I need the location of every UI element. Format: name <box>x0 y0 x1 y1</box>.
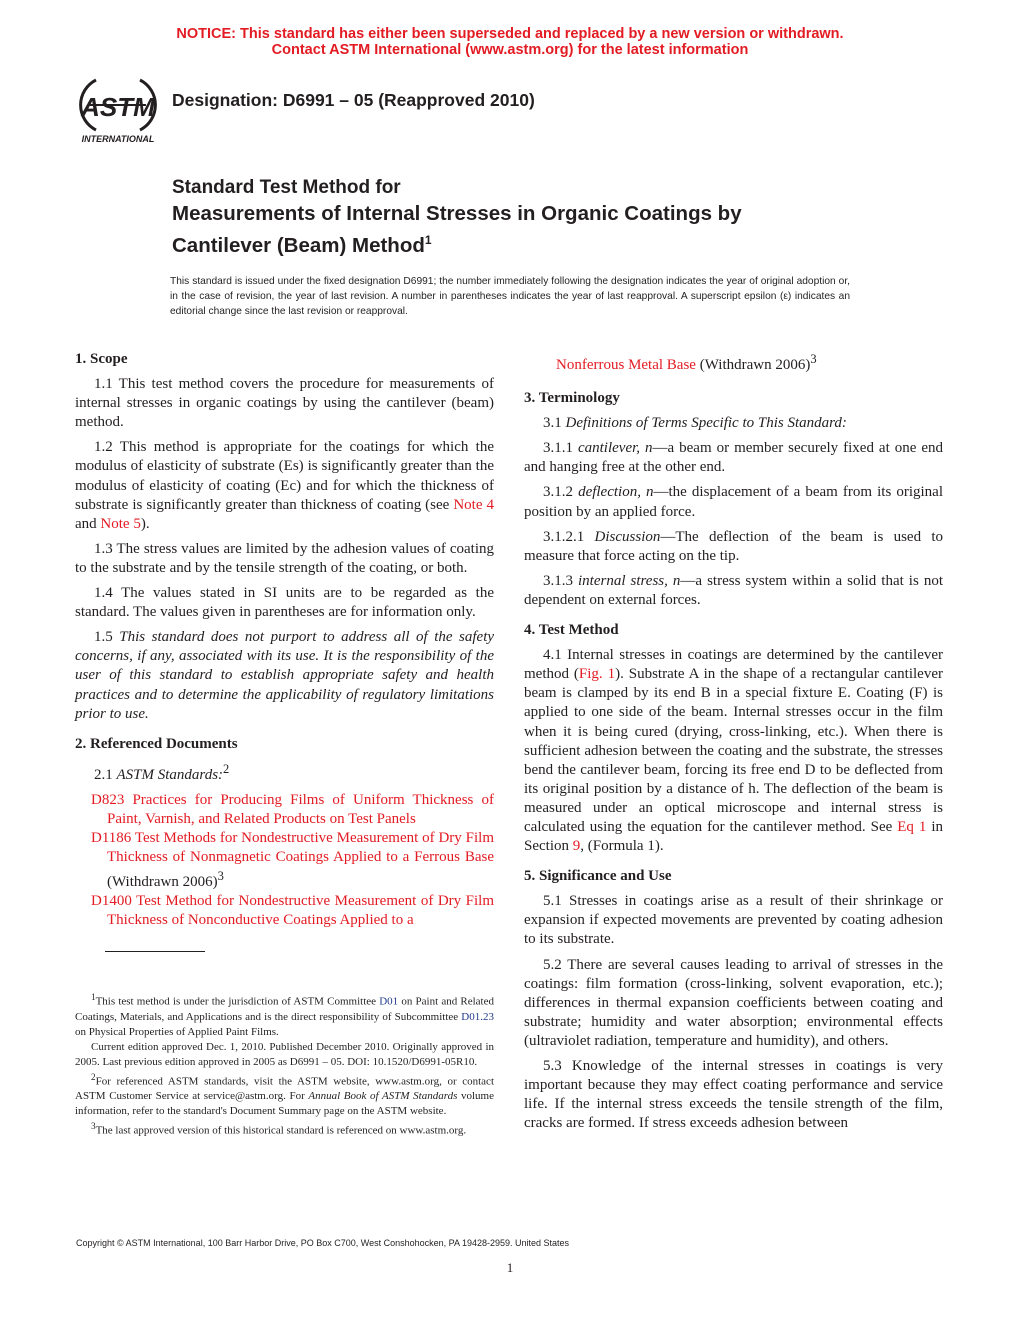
ref-d1400 <box>75 892 494 930</box>
preamble: This standard is issued under the fixed designation D6991; the number immediately following the designation indicates the year of original adoption or, in the case of revision, the year of last revision. A number in parentheses indicates the year of last reapproval. A superscript epsilon (ε) indicates an editorial change since the last revision or reapproval. <box>170 276 850 318</box>
right-column <box>524 350 943 1139</box>
footnote-2-text-b: volume information, refer to the standard's Document Summary page on the ASTM website. <box>75 1090 494 1118</box>
para-3-1-3-num: 3.1.3 <box>543 572 579 589</box>
logo-letters: ASTM <box>81 92 155 122</box>
para-4-1-text-a: 4.1 Internal stresses in coatings are determined by the cantilever method ( <box>524 647 943 683</box>
notice-line-1: NOTICE: This standard has either been superseded and replaced by a new version or withdrawn. <box>176 26 844 42</box>
section-9-link[interactable]: 9 <box>572 838 581 855</box>
para-3-1-3-text: —a stress system within a solid that is not dependent on external forces. <box>524 572 943 608</box>
para-4-1-text-d: , (Formula 1). <box>580 838 664 855</box>
ref-d1400-cont-title[interactable]: Nonferrous Metal Base <box>556 357 696 373</box>
document-title <box>172 176 872 259</box>
title-line-3 <box>172 227 872 259</box>
ref-d823 <box>75 791 494 829</box>
notice-banner <box>0 26 1020 58</box>
para-5-3: 5.3 Knowledge of the internal stresses in coatings is very important because they may effect coating performance and service life. If the internal stress exceeds the tensile strength of the film, cracks are formed. If stress exceeds adhesion between <box>524 1058 943 1132</box>
ref-d1400-sup: 3 <box>810 352 817 366</box>
ref-d1400-title[interactable]: Test Method for Nondestructive Measurement of Dry Film Thickness of Nonconductive Coatings Applied to a <box>107 893 494 929</box>
designation: Designation: D6991 – 05 (Reapproved 2010) <box>172 90 535 110</box>
astm-logo <box>76 74 160 144</box>
para-3-1-1 <box>524 439 943 477</box>
refdocs-heading: 2. Referenced Documents <box>75 735 238 752</box>
para-1-3: 1.3 The stress values are limited by the adhesion values of coating to the substrate and by the tensile strength of the coating, or both. <box>75 540 494 576</box>
para-2-1 <box>75 760 494 785</box>
scope-heading: 1. Scope <box>75 351 128 367</box>
left-column <box>75 350 494 952</box>
logo-caption: INTERNATIONAL <box>81 134 155 144</box>
para-3-1-2-1-num: 3.1.2.1 <box>543 528 595 545</box>
para-4-1-text-c: in Section <box>524 818 943 855</box>
para-3-1 <box>524 414 943 433</box>
term-deflection: deflection, n <box>578 484 654 501</box>
para-3-1-num: 3.1 <box>543 415 566 432</box>
footnote-1-text-c: on Physical Properties of Applied Paint Films. <box>75 1025 279 1038</box>
title-line-3-text: Cantilever (Beam) Method <box>172 233 425 257</box>
ref-d1186-code[interactable]: D1186 <box>91 830 132 847</box>
footnote-1 <box>75 990 494 1040</box>
para-3-1-1-num: 3.1.1 <box>543 440 578 457</box>
para-3-1-2-num: 3.1.2 <box>543 484 579 501</box>
footnote-2 <box>75 1070 494 1120</box>
eq-1-link[interactable]: Eq 1 <box>897 818 927 835</box>
para-1-5-num: 1.5 <box>94 629 120 646</box>
footnote-1-edition: Current edition approved Dec. 1, 2010. Published December 2010. Originally approved in 2005. Last previous edition approved in 2005 as D6991 – 05. DOI: 10.1520/D6991-05R10. <box>75 1040 494 1068</box>
ref-d823-code[interactable]: D823 <box>91 791 125 808</box>
para-1-2 <box>75 438 494 533</box>
ref-d823-title[interactable]: Practices for Producing Films of Uniform Thickness of Paint, Varnish, and Related Products on Test Panels <box>107 791 494 827</box>
footnote-2-text-a: For referenced ASTM standards, visit the ASTM website, www.astm.org, or contact ASTM Customer Service at service@astm.org. For <box>75 1075 494 1103</box>
page-number: 1 <box>506 1260 514 1275</box>
ref-d1186-sup: 3 <box>217 869 224 884</box>
para-5-2: 5.2 There are several causes leading to arrival of stresses in the coatings: film formation (cross-linking, solvent evaporation, etc.); differences in thermal expansion coefficients between coating and substrate; humidity and water absorption; environmental effects (ultraviolet radiation, temperature and humidity), and others. <box>524 956 943 1049</box>
para-3-1-2-1-text: —The deflection of the beam is used to measure that force acting on the tip. <box>524 528 944 564</box>
title-line-1: Standard Test Method for <box>172 177 401 198</box>
para-4-1 <box>524 646 943 856</box>
footnote-3 <box>75 1119 494 1139</box>
term-internal-stress: internal stress, n <box>578 572 681 589</box>
ref-d1186 <box>75 829 494 892</box>
footnote-2-mark: 2 <box>91 1071 96 1082</box>
d01-link[interactable]: D01 <box>379 995 399 1008</box>
ref-d1400-continued <box>524 350 943 375</box>
para-1-2-text: 1.2 This method is appropriate for the coatings for which the modulus of elasticity of substrate (Es) is significantly greater than the modulus of elasticity of coating (Ec) and for which the thickness of substrate is significantly greater than thickness of coating (see <box>75 439 494 513</box>
title-line-2: Measurements of Internal Stresses in Organic Coatings by <box>172 202 742 225</box>
ref-d1186-title[interactable]: Test Methods for Nondestructive Measurement of Dry Film Thickness of Nonmagnetic Coatings Applied to a Ferrous Base <box>107 830 494 866</box>
note-5-link[interactable]: Note 5 <box>100 515 141 532</box>
ref-d1400-code[interactable]: D1400 <box>91 893 132 910</box>
para-3-1-text: Definitions of Terms Specific to This Standard: <box>565 415 847 432</box>
para-2-1-text: ASTM Standards: <box>116 766 224 783</box>
para-1-5-text: This standard does not purport to address all of the safety concerns, if any, associated with its use. It is the responsibility of the user of this standard to establish appropriate safety and health practices and to determine the applicability of regulatory limitations prior to use. <box>75 629 495 722</box>
footnote-3-mark: 3 <box>91 1121 96 1132</box>
note-4-link[interactable]: Note 4 <box>453 496 494 513</box>
para-4-1-text-b: ). Substrate A in the shape of a rectangular cantilever beam is clamped by its end B in a special fixture E. Coating (F) is applied to one side of the beam. Internal stresses occur in the film when it is being cured (drying, cross-linking, etc.). When there is sufficient adhesion between the coating and the substrate, the stresses bend the cantilever beam, forcing its free end D to be deflected from its original position by a distance of h. The deflection of the beam is measured under an optical microscope and internal stress is calculated using the equation for the cantilever method. See <box>524 666 943 835</box>
term-cantilever: cantilever, n <box>577 440 653 457</box>
copyright: Copyright © ASTM International, 100 Barr Harbor Drive, PO Box C700, West Conshohocken, PA 19428-2959. United States <box>76 1238 570 1248</box>
para-2-1-sup: 2 <box>223 761 230 776</box>
d0123-link[interactable]: D01.23 <box>461 1010 494 1023</box>
term-discussion: Discussion <box>594 528 661 545</box>
terminology-heading: 3. Terminology <box>524 390 620 407</box>
para-2-1-num: 2.1 <box>94 766 117 783</box>
test-method-heading: 4. Test Method <box>524 622 619 639</box>
para-1-2-end: ). <box>140 515 150 532</box>
ref-d1400-withdrawn: (Withdrawn 2006) <box>695 357 811 373</box>
para-1-4: 1.4 The values stated in SI units are to be regarded as the standard. The values given in parentheses are for information only. <box>75 585 494 621</box>
ref-d1186-withdrawn: (Withdrawn 2006) <box>107 874 218 891</box>
para-1-2-and: and <box>75 515 101 532</box>
para-1-5 <box>75 628 494 723</box>
fig-1-link[interactable]: Fig. 1 <box>578 666 616 683</box>
footnotes <box>75 990 494 1139</box>
astm-logo-mark <box>76 74 160 144</box>
para-5-1: 5.1 Stresses in coatings arise as a result of their shrinkage or expansion if expected movements are prevented by coating adhesion to its substrate. <box>524 893 943 948</box>
footnote-1-mark: 1 <box>91 992 96 1002</box>
notice-line-2: Contact ASTM International (www.astm.org) for the latest information <box>271 42 749 58</box>
para-1-1: 1.1 This test method covers the procedure for measurements of internal stresses in organic coatings by using the cantilever (beam) method. <box>75 376 494 431</box>
significance-heading: 5. Significance and Use <box>524 868 672 885</box>
para-3-1-1-text: —a beam or member securely fixed at one end and hanging free at the other end. <box>524 440 944 476</box>
para-3-1-2-text: —the displacement of a beam from its original position by an applied force. <box>524 484 943 520</box>
para-3-1-2-1 <box>524 528 943 566</box>
para-3-1-2 <box>524 483 943 521</box>
footnote-1-text-a: This test method is under the jurisdiction of ASTM Committee <box>95 995 380 1008</box>
para-3-1-3 <box>524 572 943 610</box>
footnote-rule <box>105 951 205 952</box>
footnote-1-text-b: on Paint and Related Coatings, Materials, and Applications and is the direct responsibility of Subcommittee <box>75 995 494 1023</box>
title-footnote-mark: 1 <box>424 233 432 247</box>
footnote-2-italic: Annual Book of ASTM Standards <box>308 1090 458 1103</box>
footnote-3-text: The last approved version of this historical standard is referenced on www.astm.org. <box>95 1124 467 1137</box>
